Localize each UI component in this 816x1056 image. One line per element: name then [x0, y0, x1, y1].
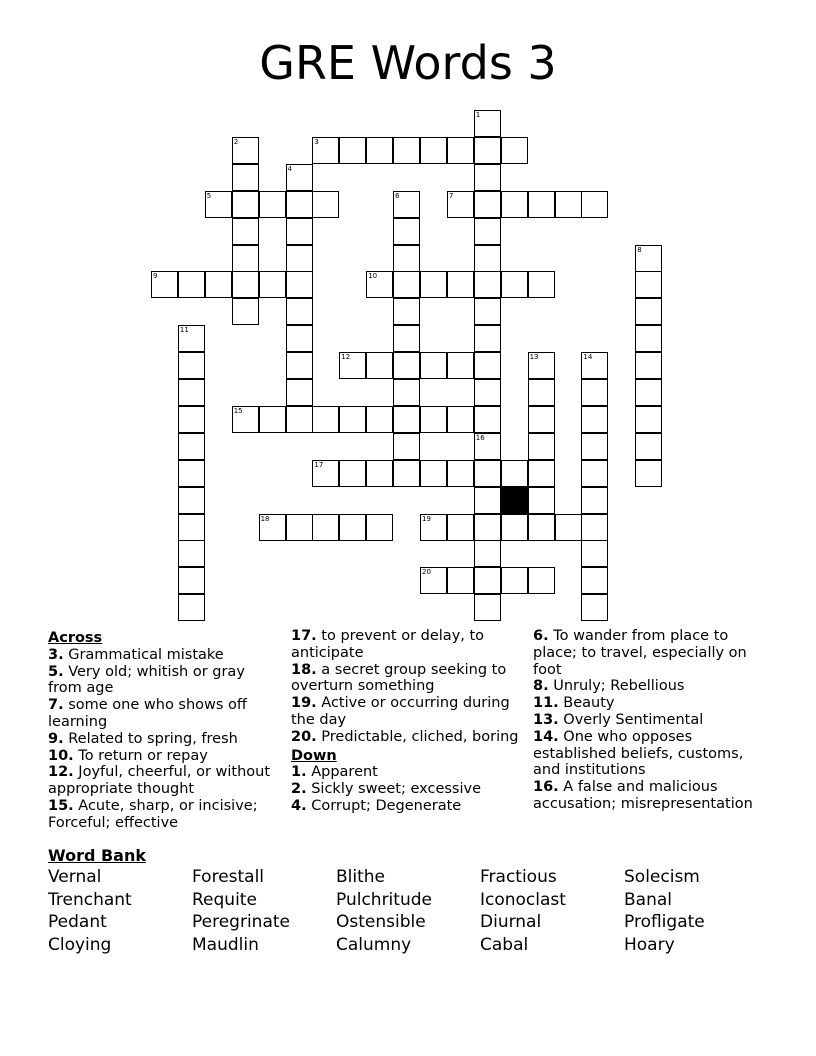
clue-number: 12. — [48, 764, 74, 781]
cell-number: 3 — [314, 137, 319, 146]
grid-cell[interactable] — [366, 406, 393, 433]
clue-number: 5. — [48, 663, 64, 680]
grid-cell[interactable] — [286, 352, 313, 379]
clues-column-3 — [533, 628, 767, 813]
word-bank-word: Solecism — [624, 867, 700, 887]
clue-text: a secret group seeking to overturn something — [291, 661, 507, 695]
grid-cell[interactable] — [474, 325, 501, 352]
grid-cell[interactable] — [447, 191, 474, 218]
clue-number: 15. — [48, 797, 74, 814]
word-bank-row — [48, 889, 768, 912]
cell-number: 9 — [153, 272, 158, 281]
grid-cell[interactable] — [393, 460, 420, 487]
grid-cell[interactable] — [635, 298, 662, 325]
grid-cell[interactable] — [474, 460, 501, 487]
grid-cell[interactable] — [474, 271, 501, 298]
clue-item — [48, 764, 282, 798]
clue-text: Joyful, cheerful, or without appropriate thought — [48, 764, 271, 798]
grid-cell[interactable] — [393, 245, 420, 272]
grid-cell[interactable] — [581, 433, 608, 460]
grid-cell[interactable] — [528, 379, 555, 406]
grid-cell[interactable] — [635, 325, 662, 352]
grid-cell[interactable] — [178, 379, 205, 406]
word-bank-heading: Word Bank — [48, 846, 147, 865]
word-bank-word: Pulchritude — [336, 889, 432, 910]
grid-cell[interactable] — [528, 406, 555, 433]
grid-cell[interactable] — [501, 460, 528, 487]
clue-item — [291, 662, 525, 696]
grid-cell[interactable] — [366, 271, 393, 298]
cell-number: 20 — [422, 568, 431, 577]
grid-cell[interactable] — [501, 137, 528, 164]
clue-text: Predictable, cliched, boring — [316, 728, 519, 745]
grid-cell[interactable] — [286, 271, 313, 298]
grid-cell[interactable] — [286, 379, 313, 406]
clue-text: A false and malicious accusation; misrepresentation — [533, 779, 753, 812]
word-bank-word: Trenchant — [48, 889, 132, 910]
grid-cell[interactable] — [528, 352, 555, 379]
grid-cell[interactable] — [178, 352, 205, 379]
down-heading: Down — [291, 747, 337, 764]
clue-item — [48, 664, 282, 698]
grid-cell[interactable] — [420, 271, 447, 298]
cell-number: 17 — [314, 460, 324, 469]
clue-item — [291, 695, 525, 729]
grid-cell[interactable] — [474, 298, 501, 325]
clue-text: Corrupt; Degenerate — [306, 797, 462, 814]
grid-cell[interactable] — [474, 487, 501, 514]
clue-number: 18. — [291, 661, 317, 678]
grid-cell[interactable] — [420, 352, 447, 379]
clue-number: 4. — [291, 797, 307, 814]
grid-cell[interactable] — [635, 271, 662, 298]
word-bank — [48, 866, 768, 956]
grid-cell[interactable] — [528, 460, 555, 487]
grid-cell[interactable] — [178, 540, 205, 567]
word-bank-word: Forestall — [192, 867, 265, 887]
grid-cell[interactable] — [286, 406, 313, 433]
grid-cell[interactable] — [635, 379, 662, 406]
grid-cell[interactable] — [635, 406, 662, 433]
clue-text: To return or repay — [73, 747, 208, 764]
clue-text: Related to spring, fresh — [63, 730, 238, 747]
grid-cell[interactable] — [393, 191, 420, 218]
clue-item — [291, 781, 525, 798]
grid-cell[interactable] — [286, 164, 313, 191]
grid-cell[interactable] — [178, 325, 205, 352]
grid-cell[interactable] — [581, 514, 608, 541]
word-bank-word: Ostensible — [336, 912, 426, 933]
cell-number: 13 — [529, 353, 539, 362]
grid-cell[interactable] — [178, 514, 205, 541]
grid-cell[interactable] — [635, 433, 662, 460]
grid-cell[interactable] — [178, 487, 205, 514]
grid-cell[interactable] — [474, 433, 501, 460]
grid-cell[interactable] — [178, 433, 205, 460]
grid-cell[interactable] — [151, 271, 178, 298]
clue-text: Acute, sharp, or incisive; Forceful; effective — [48, 797, 258, 831]
grid-cell[interactable] — [528, 191, 555, 218]
word-bank-word: Profligate — [624, 912, 705, 933]
word-bank-word: Cloying — [48, 934, 112, 955]
grid-cell[interactable] — [447, 460, 474, 487]
grid-cell[interactable] — [393, 406, 420, 433]
cell-number: 5 — [206, 191, 212, 200]
grid-cell[interactable] — [286, 514, 313, 541]
grid-cell[interactable] — [339, 352, 366, 379]
grid-cell[interactable] — [528, 514, 555, 541]
grid-cell[interactable] — [259, 406, 286, 433]
clue-number: 3. — [48, 646, 64, 663]
grid-cell[interactable] — [581, 540, 608, 567]
grid-cell[interactable] — [581, 379, 608, 406]
cell-number: 10 — [368, 272, 378, 281]
clue-number: 17. — [291, 628, 317, 644]
puzzle-title: GRE Words 3 — [259, 36, 557, 90]
clue-item — [48, 798, 282, 832]
grid-cell[interactable] — [555, 191, 582, 218]
grid-cell[interactable] — [501, 191, 528, 218]
clue-item — [533, 729, 767, 779]
grid-cell[interactable] — [232, 137, 259, 164]
cell-number: 19 — [422, 514, 431, 523]
clue-number: 19. — [291, 695, 317, 712]
grid-cell[interactable] — [312, 191, 339, 218]
grid-cell[interactable] — [581, 191, 608, 218]
grid-cell[interactable] — [447, 352, 474, 379]
grid-cell[interactable] — [581, 352, 608, 379]
grid-cell[interactable] — [474, 594, 501, 621]
clue-text: Beauty — [558, 695, 615, 712]
cell-number: 4 — [287, 164, 292, 173]
word-bank-word: Banal — [624, 889, 672, 910]
word-bank-word: Fractious — [480, 867, 557, 887]
grid-cell[interactable] — [286, 325, 313, 352]
clue-text: One who opposes established beliefs, customs, and institutions — [533, 728, 744, 779]
word-bank-word: Diurnal — [480, 912, 542, 933]
grid-cell[interactable] — [232, 191, 259, 218]
grid-cell[interactable] — [635, 245, 662, 272]
grid-cell[interactable] — [528, 567, 555, 594]
grid-cell[interactable] — [178, 271, 205, 298]
black-cell — [501, 487, 528, 514]
grid-cell[interactable] — [474, 245, 501, 272]
grid-cell[interactable] — [366, 514, 393, 541]
word-bank-row — [48, 934, 768, 957]
grid-cell[interactable] — [393, 298, 420, 325]
clue-text: Unruly; Rebellious — [548, 678, 685, 695]
clue-text: Apparent — [306, 764, 378, 781]
grid-cell[interactable] — [312, 137, 339, 164]
grid-cell[interactable] — [366, 137, 393, 164]
grid-cell[interactable] — [339, 406, 366, 433]
grid-cell[interactable] — [286, 298, 313, 325]
grid-cell[interactable] — [312, 514, 339, 541]
clue-text: Sickly sweet; excessive — [306, 781, 481, 798]
grid-cell[interactable] — [232, 298, 259, 325]
word-bank-row — [48, 911, 768, 934]
clue-number: 1. — [291, 764, 307, 781]
grid-cell[interactable] — [232, 406, 259, 433]
grid-cell[interactable] — [474, 137, 501, 164]
clue-item — [533, 779, 767, 813]
grid-cell[interactable] — [474, 110, 501, 137]
word-bank-row — [48, 866, 768, 889]
word-bank-word: Calumny — [336, 934, 412, 955]
clue-number: 14. — [533, 728, 559, 745]
grid-cell[interactable] — [447, 567, 474, 594]
grid-cell[interactable] — [474, 218, 501, 245]
word-bank-word: Pedant — [48, 912, 107, 933]
clue-number: 6. — [533, 628, 549, 644]
cell-number: 8 — [637, 245, 642, 254]
clue-item — [533, 678, 767, 695]
grid-cell[interactable] — [366, 352, 393, 379]
clue-item — [533, 628, 767, 678]
grid-cell[interactable] — [259, 514, 286, 541]
clue-number: 8. — [533, 678, 549, 695]
grid-cell[interactable] — [205, 191, 232, 218]
grid-cell[interactable] — [474, 352, 501, 379]
clue-item — [291, 729, 525, 746]
cell-number: 7 — [448, 191, 454, 200]
clue-item — [291, 764, 525, 781]
cell-number: 16 — [475, 433, 485, 442]
grid-cell[interactable] — [259, 191, 286, 218]
word-bank-word: Cabal — [480, 934, 529, 955]
grid-cell[interactable] — [178, 567, 205, 594]
grid-cell[interactable] — [393, 137, 420, 164]
grid-cell[interactable] — [581, 460, 608, 487]
grid-cell[interactable] — [447, 271, 474, 298]
grid-cell[interactable] — [528, 433, 555, 460]
grid-cell[interactable] — [420, 514, 447, 541]
clues-column-2 — [291, 628, 525, 815]
clue-number: 7. — [48, 697, 64, 714]
clue-item — [48, 647, 282, 664]
grid-cell[interactable] — [312, 406, 339, 433]
grid-cell[interactable] — [393, 379, 420, 406]
word-bank-word: Peregrinate — [192, 912, 290, 933]
grid-cell[interactable] — [474, 514, 501, 541]
grid-cell[interactable] — [447, 137, 474, 164]
clue-item — [48, 697, 282, 731]
clue-number: 13. — [533, 711, 559, 728]
word-bank-word: Iconoclast — [480, 889, 566, 910]
grid-cell[interactable] — [420, 567, 447, 594]
grid-cell[interactable] — [339, 137, 366, 164]
clue-number: 20. — [291, 728, 317, 745]
grid-cell[interactable] — [501, 271, 528, 298]
clues-column-1 — [48, 628, 282, 832]
grid-cell[interactable] — [286, 245, 313, 272]
clue-number: 9. — [48, 730, 64, 747]
grid-cell[interactable] — [339, 514, 366, 541]
clue-number: 10. — [48, 747, 74, 764]
grid-cell[interactable] — [393, 271, 420, 298]
word-bank-word: Vernal — [48, 867, 102, 887]
clue-text: Active or occurring during the day — [291, 695, 510, 728]
word-bank-word: Blithe — [336, 867, 386, 887]
clue-item — [533, 695, 767, 712]
grid-cell[interactable] — [178, 594, 205, 621]
grid-cell[interactable] — [286, 191, 313, 218]
grid-cell[interactable] — [474, 379, 501, 406]
word-bank-word: Requite — [192, 889, 257, 910]
grid-cell[interactable] — [528, 271, 555, 298]
clue-number: 11. — [533, 695, 559, 712]
grid-cell[interactable] — [528, 487, 555, 514]
grid-cell[interactable] — [232, 164, 259, 191]
across-heading: Across — [48, 630, 103, 646]
grid-cell[interactable] — [205, 271, 232, 298]
clue-item — [48, 731, 282, 748]
grid-cell[interactable] — [393, 218, 420, 245]
clue-text: Overly Sentimental — [558, 711, 704, 728]
grid-cell[interactable] — [581, 567, 608, 594]
cell-number: 6 — [395, 191, 400, 200]
clue-item — [291, 628, 525, 662]
clue-text: to prevent or delay, to anticipate — [291, 628, 485, 661]
clue-item — [291, 798, 525, 815]
grid-cell[interactable] — [232, 271, 259, 298]
cell-number: 11 — [179, 326, 189, 335]
grid-cell[interactable] — [474, 540, 501, 567]
grid-cell[interactable] — [635, 460, 662, 487]
cell-number: 1 — [475, 111, 481, 119]
grid-cell[interactable] — [581, 594, 608, 621]
grid-cell[interactable] — [474, 164, 501, 191]
grid-cell[interactable] — [178, 460, 205, 487]
grid-cell[interactable] — [178, 406, 205, 433]
grid-cell[interactable] — [474, 567, 501, 594]
grid-cell[interactable] — [474, 191, 501, 218]
word-bank-word: Maudlin — [192, 934, 259, 955]
cell-number: 15 — [233, 406, 243, 415]
grid-cell[interactable] — [232, 218, 259, 245]
grid-cell[interactable] — [393, 433, 420, 460]
grid-cell[interactable] — [366, 460, 393, 487]
grid-cell[interactable] — [259, 271, 286, 298]
grid-cell[interactable] — [581, 487, 608, 514]
grid-cell[interactable] — [232, 245, 259, 272]
grid-cell[interactable] — [555, 514, 582, 541]
clue-text: Grammatical mistake — [63, 646, 224, 663]
grid-cell[interactable] — [420, 406, 447, 433]
clue-item — [533, 712, 767, 729]
clue-text: To wander from place to place; to travel, especially on foot — [533, 628, 747, 678]
cell-number: 18 — [260, 514, 270, 523]
grid-cell[interactable] — [581, 406, 608, 433]
clue-text: some one who shows off learning — [48, 697, 247, 730]
grid-cell[interactable] — [501, 567, 528, 594]
clue-item — [48, 748, 282, 765]
grid-cell[interactable] — [420, 137, 447, 164]
cell-number: 14 — [583, 353, 593, 362]
grid-cell[interactable] — [393, 325, 420, 352]
grid-cell[interactable] — [474, 406, 501, 433]
grid-cell[interactable] — [393, 352, 420, 379]
grid-cell[interactable] — [447, 406, 474, 433]
clue-text: Very old; whitish or gray from age — [48, 663, 245, 697]
grid-cell[interactable] — [635, 352, 662, 379]
grid-cell[interactable] — [447, 514, 474, 541]
word-bank-word: Hoary — [624, 934, 675, 955]
grid-cell[interactable] — [312, 460, 339, 487]
grid-cell[interactable] — [286, 218, 313, 245]
grid-cell[interactable] — [339, 460, 366, 487]
grid-cell[interactable] — [501, 514, 528, 541]
grid-cell[interactable] — [420, 460, 447, 487]
clue-number: 2. — [291, 781, 307, 798]
cell-number: 2 — [233, 137, 239, 146]
cell-number: 12 — [341, 353, 351, 362]
clue-number: 16. — [533, 779, 559, 796]
